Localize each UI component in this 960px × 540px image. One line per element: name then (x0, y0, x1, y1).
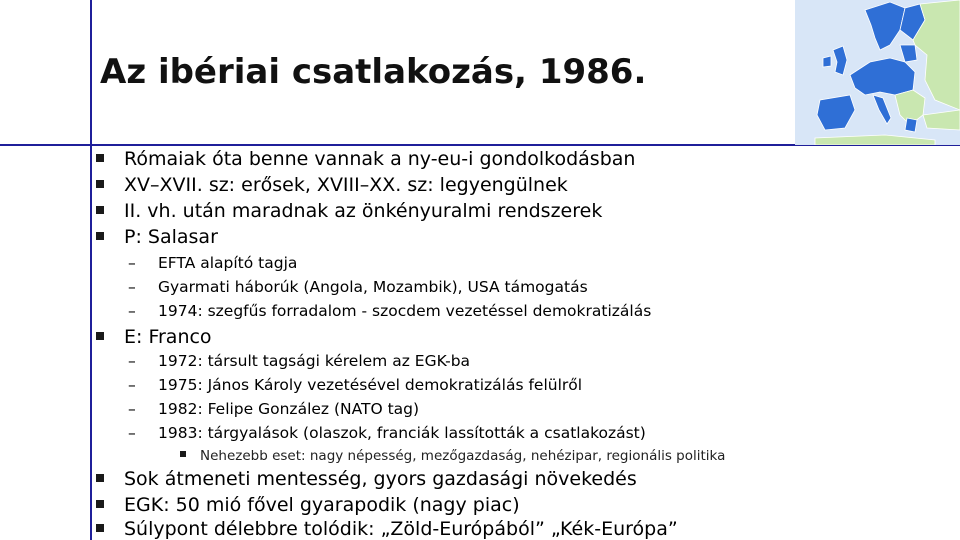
sub-sub-bullet-item (180, 448, 725, 464)
dash-bullet-icon: – (128, 400, 136, 418)
square-bullet-icon (96, 154, 104, 162)
sub-bullet-item (128, 376, 582, 394)
bullet-item (96, 468, 637, 490)
sub-bullet-item (128, 278, 588, 296)
dash-bullet-icon: – (128, 278, 136, 296)
square-bullet-icon (96, 332, 104, 340)
square-bullet-icon (96, 232, 104, 240)
bullet-text: P: Salasar (124, 226, 218, 248)
bullet-item (96, 326, 212, 348)
bullet-text: II. vh. után maradnak az önkényuralmi rendszerek (124, 200, 603, 222)
sub-bullet-item (128, 302, 651, 320)
bullet-item (96, 494, 520, 516)
square-bullet-icon (180, 451, 186, 457)
dash-bullet-icon: – (128, 376, 136, 394)
sub-bullet-text: EFTA alapító tagja (158, 254, 298, 272)
bullet-text: Rómaiak óta benne vannak a ny-eu-i gondolkodásban (124, 148, 636, 170)
vertical-rule (90, 0, 92, 540)
square-bullet-icon (96, 524, 104, 532)
bullet-text: EGK: 50 mió fővel gyarapodik (nagy piac) (124, 494, 520, 516)
bullet-item (96, 148, 635, 170)
sub-bullet-item (128, 352, 470, 370)
square-bullet-icon (96, 180, 104, 188)
square-bullet-icon (96, 206, 104, 214)
bullet-text: Súlypont délebbre tolódik: „Zöld-Európából” „Kék-Európa” (124, 518, 678, 540)
sub-bullet-item (128, 400, 419, 418)
sub-bullet-text: 1982: Felipe González (NATO tag) (158, 400, 420, 418)
dash-bullet-icon: – (128, 352, 136, 370)
bullet-text: Sok átmeneti mentesség, gyors gazdasági növekedés (124, 468, 637, 490)
bullet-text: E: Franco (124, 326, 212, 348)
bullet-item (96, 518, 678, 540)
sub-bullet-text: 1983: tárgyalások (olaszok, franciák lassították a csatlakozást) (158, 424, 646, 442)
sub-bullet-text: 1975: János Károly vezetésével demokratizálás felülről (158, 376, 583, 394)
sub-bullet-text: 1972: társult tagsági kérelem az EGK-ba (158, 352, 471, 370)
sub-bullet-item (128, 424, 646, 442)
europe-map-icon (795, 0, 960, 145)
square-bullet-icon (96, 500, 104, 508)
square-bullet-icon (96, 474, 104, 482)
bullet-item (96, 174, 568, 196)
sub-bullet-item (128, 254, 297, 272)
dash-bullet-icon: – (128, 302, 136, 320)
slide-title: Az ibériai csatlakozás, 1986. (100, 52, 647, 92)
sub-bullet-text: 1974: szegfűs forradalom - szocdem vezetéssel demokratizálás (158, 302, 652, 320)
dash-bullet-icon: – (128, 424, 136, 442)
bullet-text: XV–XVII. sz: erősek, XVIII–XX. sz: legyengülnek (124, 174, 568, 196)
sub-sub-bullet-text: Nehezebb eset: nagy népesség, mezőgazdaság, nehézipar, regionális politika (200, 448, 726, 464)
sub-bullet-text: Gyarmati háborúk (Angola, Mozambik), USA támogatás (158, 278, 588, 296)
bullet-item (96, 226, 218, 248)
dash-bullet-icon: – (128, 254, 136, 272)
bullet-item (96, 200, 602, 222)
